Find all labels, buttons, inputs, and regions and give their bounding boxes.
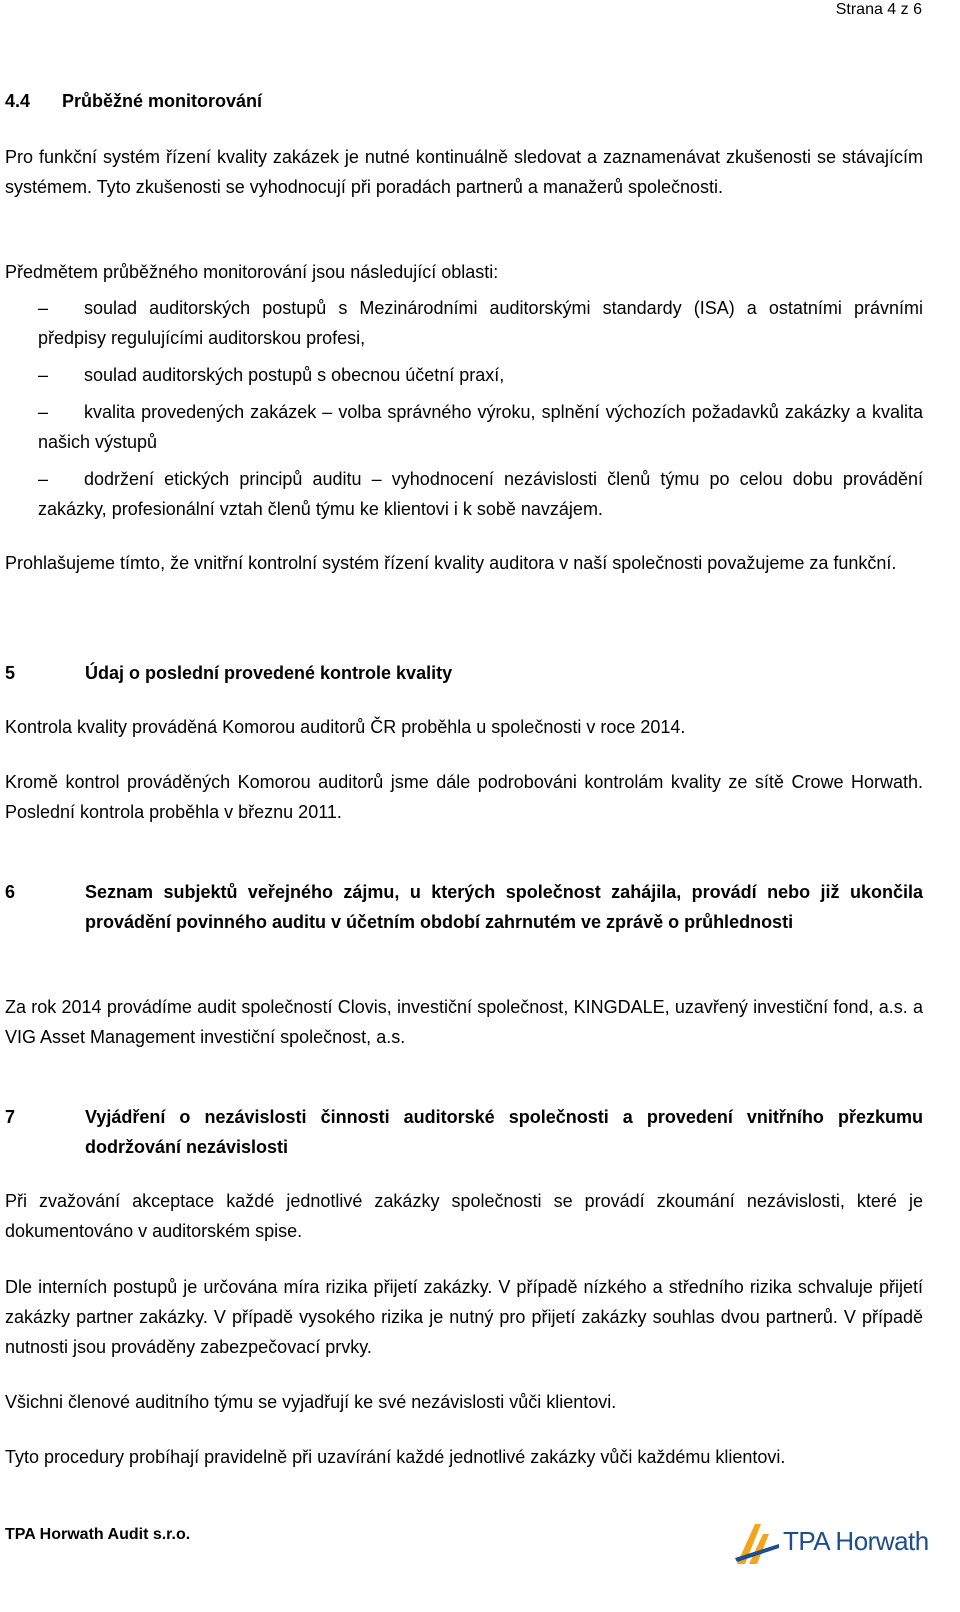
dash-bullet: – <box>38 365 49 385</box>
list-item-text: soulad auditorských postupů s Mezinárodními auditorskými standardy (ISA) a ostatními právními předpisy regulujícími auditorskou profesi, <box>38 298 923 348</box>
section-5-heading <box>5 658 923 688</box>
paragraph: Prohlašujeme tímto, že vnitřní kontrolní systém řízení kvality auditora v naší společnosti považujeme za funkční. <box>5 553 897 573</box>
list-item-text: soulad auditorských postupů s obecnou účetní praxí, <box>84 365 505 385</box>
section-number: 5 <box>5 663 16 683</box>
section-title: Údaj o poslední provedené kontrole kvality <box>85 663 453 683</box>
footer-company-name: TPA Horwath Audit s.r.o. <box>5 1526 191 1543</box>
paragraph: Všichni členové auditního týmu se vyjadřují ke své nezávislosti vůči klientovi. <box>5 1392 617 1412</box>
section-title: Vyjádření o nezávislosti činnosti auditorské společnosti a provedení vnitřního přezkumu dodržování nezávislosti <box>85 1107 923 1157</box>
paragraph: Při zvažování akceptace každé jednotlivé zakázky společnosti se provádí zkoumání nezávislosti, které je dokumentováno v auditorském spise. <box>5 1191 923 1241</box>
list-item-text: kvalita provedených zakázek – volba správného výroku, splnění výchozích požadavků zakázky a kvalita našich výstupů <box>38 402 923 452</box>
paragraph: Tyto procedury probíhají pravidelně při uzavírání každé jednotlivé zakázky vůči každému klientovi. <box>5 1447 786 1467</box>
section-number: 7 <box>5 1107 16 1127</box>
page-number: Strana 4 z 6 <box>835 1 922 18</box>
section-4-4-heading <box>5 86 923 116</box>
section-title: Průběžné monitorování <box>62 91 263 111</box>
paragraph: Kontrola kvality prováděná Komorou auditorů ČR proběhla u společnosti v roce 2014. <box>5 717 686 737</box>
dash-bullet: – <box>38 402 49 422</box>
paragraph: Předmětem průběžného monitorování jsou následující oblasti: <box>5 262 499 282</box>
list-item <box>38 397 923 457</box>
dash-bullet: – <box>38 298 49 318</box>
list-item <box>38 464 923 524</box>
section-number: 4.4 <box>5 91 31 111</box>
logo-mark-icon <box>733 1518 783 1566</box>
logo-text: TPA Horwath <box>783 1526 929 1556</box>
section-6-heading <box>5 877 923 937</box>
section-title: Seznam subjektů veřejného zájmu, u kterých společnost zahájila, provádí nebo již ukončila provádění povinného auditu v účetním období zahrnutém ve zprávě o průhlednosti <box>85 882 923 932</box>
list-item <box>38 360 923 390</box>
list-item <box>38 293 923 353</box>
dash-bullet: – <box>38 469 49 489</box>
paragraph: Za rok 2014 provádíme audit společností Clovis, investiční společnost, KINGDALE, uzavřený investiční fond, a.s. a VIG Asset Management investiční společnost, a.s. <box>5 997 923 1047</box>
list-item-text: dodržení etických principů auditu – vyhodnocení nezávislosti členů týmu po celou dobu provádění zakázky, profesionální vztah členů týmu ke klientovi i k sobě navzájem. <box>38 469 923 519</box>
section-number: 6 <box>5 882 16 902</box>
tpa-horwath-logo <box>733 1518 933 1566</box>
section-7-heading <box>5 1102 923 1162</box>
paragraph: Kromě kontrol prováděných Komorou auditorů jsme dále podrobováni kontrolám kvality ze sítě Crowe Horwath. Poslední kontrola proběhla v březnu 2011. <box>5 772 923 822</box>
paragraph: Pro funkční systém řízení kvality zakázek je nutné kontinuálně sledovat a zaznamenávat zkušenosti se stávajícím systémem. Tyto zkušenosti se vyhodnocují při poradách partnerů a manažerů společnosti. <box>5 147 923 197</box>
paragraph: Dle interních postupů je určována míra rizika přijetí zakázky. V případě nízkého a středního rizika schvaluje přijetí zakázky partner zakázky. V případě vysokého rizika je nutný pro přijetí zakázky souhlas dvou partnerů. V případě nutnosti jsou prováděny zabezpečovací prvky. <box>5 1277 923 1357</box>
